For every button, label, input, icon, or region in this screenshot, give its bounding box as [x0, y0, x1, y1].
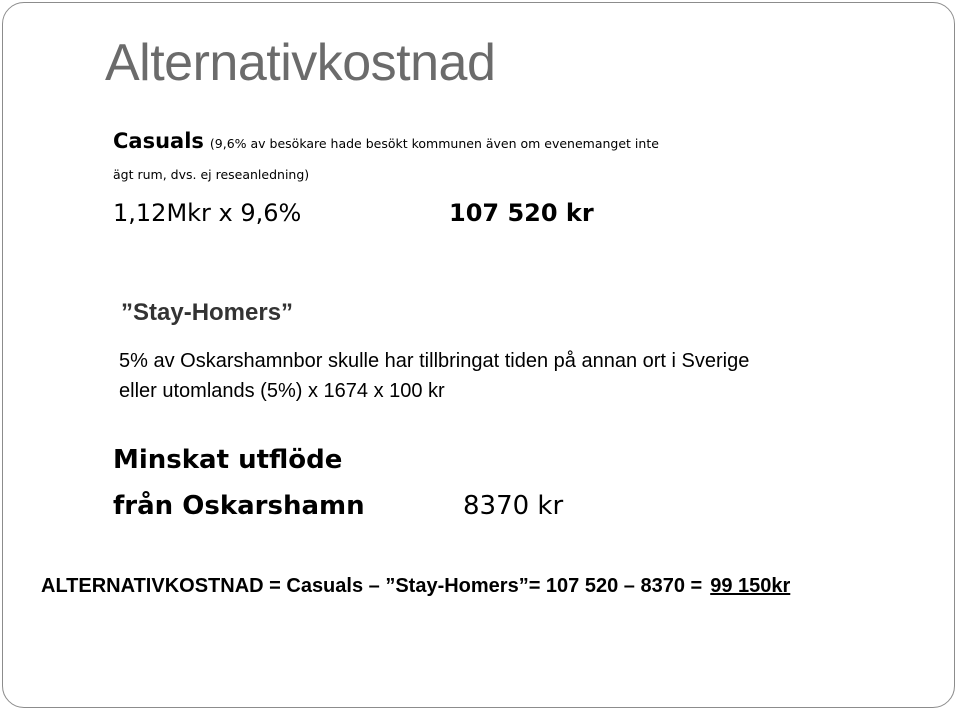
stay-homers-text-line1: 5% av Oskarshamnbor skulle har tillbringat tiden på annan ort i Sverige [119, 350, 750, 372]
casuals-calculation: 1,12Mkr x 9,6% [113, 199, 302, 227]
slide-frame [2, 2, 955, 708]
casuals-heading-line [113, 129, 659, 153]
stay-homers-heading: ”Stay-Homers” [121, 299, 294, 326]
outflow-label-line2: från Oskarshamn [113, 491, 365, 521]
outflow-value: 8370 kr [463, 491, 564, 521]
slide-title: Alternativkostnad [105, 34, 496, 92]
formula-result: 99 150kr [710, 575, 791, 597]
casuals-note-line2: ägt rum, dvs. ej reseanledning) [113, 167, 310, 182]
casuals-result: 107 520 kr [449, 199, 594, 227]
stay-homers-text-line2: eller utomlands (5%) x 1674 x 100 kr [119, 380, 445, 402]
casuals-heading: Casuals [113, 129, 204, 153]
casuals-note-line1: (9,6% av besökare hade besökt kommunen även om evenemanget inte [209, 136, 659, 151]
outflow-label-line1: Minskat utflöde [113, 445, 343, 475]
alternative-cost-formula [41, 575, 790, 598]
formula-expression: ALTERNATIVKOSTNAD = Casuals – ”Stay-Homers”= 107 520 – 8370 = [41, 575, 703, 597]
